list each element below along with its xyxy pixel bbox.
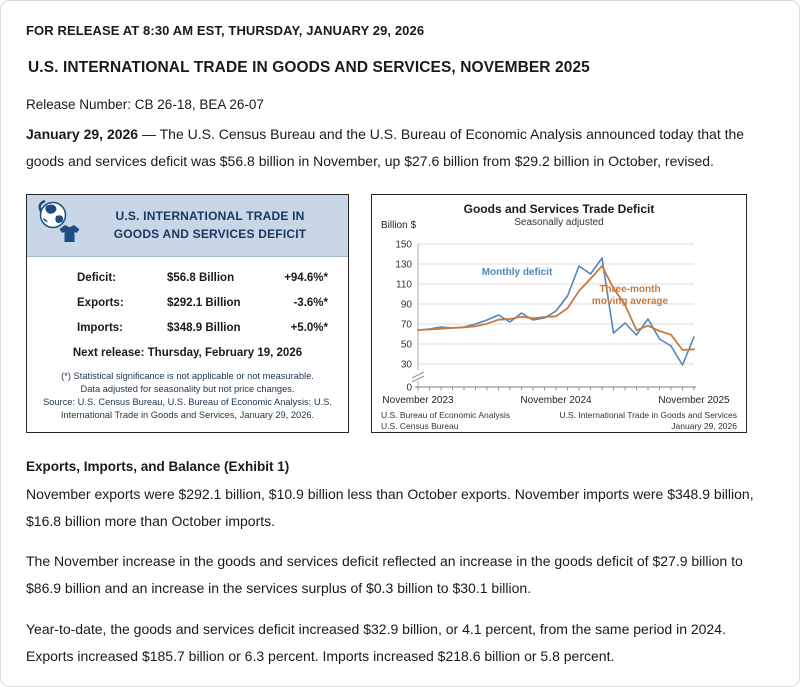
svg-text:70: 70 — [400, 319, 412, 331]
chart-subtitle: Seasonally adjusted — [514, 216, 604, 228]
summary-title-line1: U.S. INTERNATIONAL TRADE IN — [115, 209, 305, 224]
chart-source-notes — [372, 409, 746, 434]
svg-text:30: 30 — [400, 359, 412, 371]
imports-change: +5.0%* — [290, 321, 328, 334]
trade-summary-box — [26, 194, 349, 433]
exports-label: Exports: — [77, 296, 124, 309]
infographic-row — [26, 194, 774, 433]
exhibit-paragraph-1: November exports were $292.1 billion, $10.9 billion less than October exports. November imports were $348.9 billion, $16.8 billion more than October imports. — [26, 485, 754, 529]
trade-deficit-chart — [372, 230, 745, 409]
exhibit-paragraph-2: The November increase in the goods and services deficit reflected an increase in the goods deficit of $27.9 billion to $86.9 billion and an increase in the services surplus of $0.3 billion to $30.1 billion. — [26, 553, 743, 597]
exhibit-paragraph-3: Year-to-date, the goods and services deficit increased $32.9 billion, or 4.1 percent, from the same period in 2024. Exports increased $185.7 billion or 6.3 percent. Imports increased $218.6 billion or 5.8 percent. — [26, 620, 726, 665]
chart-title: Goods and Services Trade Deficit — [463, 201, 655, 216]
dateline-paragraph — [26, 121, 774, 176]
next-release-line: Next release: Thursday, February 19, 2026 — [72, 346, 303, 359]
source-bea: U.S. Bureau of Economic Analysis — [381, 409, 510, 420]
release-line: FOR RELEASE AT 8:30 AM EST, THURSDAY, JANUARY 29, 2026 — [26, 23, 425, 38]
summary-box-header — [27, 195, 348, 257]
svg-text:November 2024: November 2024 — [520, 394, 592, 406]
svg-text:November 2025: November 2025 — [658, 394, 730, 406]
svg-text:November 2023: November 2023 — [382, 394, 454, 406]
chart-source-left — [381, 410, 510, 434]
exhibit-heading: Exports, Imports, and Balance (Exhibit 1) — [26, 458, 290, 474]
source-census: U.S. Census Bureau — [381, 421, 459, 432]
exports-value: $292.1 Billion — [167, 296, 241, 309]
summary-row-exports — [47, 297, 328, 309]
source-report-name: U.S. International Trade in Goods and Services — [559, 409, 737, 420]
summary-footnotes — [27, 370, 348, 422]
svg-text:Three-month: Three-month — [599, 283, 661, 295]
exports-change: -3.6%* — [293, 296, 328, 309]
footnote-line-1: (*) Statistical significance is not applicable or not measurable. — [61, 370, 314, 381]
svg-text:110: 110 — [396, 279, 412, 291]
deficit-value: $56.8 Billion — [167, 271, 235, 284]
svg-text:130: 130 — [395, 259, 412, 271]
summary-box-title — [84, 207, 336, 243]
document-title: U.S. INTERNATIONAL TRADE IN GOODS AND SERVICES, NOVEMBER 2025 — [28, 59, 590, 76]
deficit-label: Deficit: — [77, 271, 116, 284]
svg-text:90: 90 — [400, 299, 412, 311]
dateline-text: — The U.S. Census Bureau and the U.S. Bureau of Economic Analysis announced today that the goods and services deficit was $56.8 billion in November, up $27.6 billion from $29.2 billion in October, revised. — [26, 126, 745, 170]
svg-text:150: 150 — [395, 239, 412, 251]
imports-value: $348.9 Billion — [167, 321, 241, 334]
deficit-change: +94.6%* — [284, 271, 328, 284]
chart-y-axis-unit-label: Billion $ — [381, 219, 417, 231]
footnote-line-2: Data adjusted for seasonality but not price changes. — [80, 383, 295, 394]
summary-title-line2: GOODS AND SERVICES DEFICIT — [113, 227, 307, 242]
summary-rows — [27, 257, 348, 334]
svg-text:0: 0 — [406, 382, 412, 394]
release-number: Release Number: CB 26-18, BEA 26-07 — [26, 97, 264, 112]
svg-text:Monthly deficit: Monthly deficit — [481, 266, 553, 278]
globe-and-shirt-icon — [34, 199, 84, 252]
chart-source-right — [559, 410, 737, 434]
source-report-date: January 29, 2026 — [671, 421, 737, 432]
svg-text:50: 50 — [400, 339, 412, 351]
trade-deficit-chart-box — [371, 194, 747, 433]
footnote-line-4: International Trade in Goods and Services, January 29, 2026. — [60, 409, 315, 420]
footnote-line-3: Source: U.S. Census Bureau, U.S. Bureau of Economic Analysis; U.S. — [43, 396, 332, 407]
dateline-date: January 29, 2026 — [26, 126, 139, 142]
summary-row-imports — [47, 322, 328, 334]
svg-text:moving average: moving average — [591, 295, 669, 307]
imports-label: Imports: — [77, 321, 123, 334]
summary-row-deficit — [47, 272, 328, 284]
